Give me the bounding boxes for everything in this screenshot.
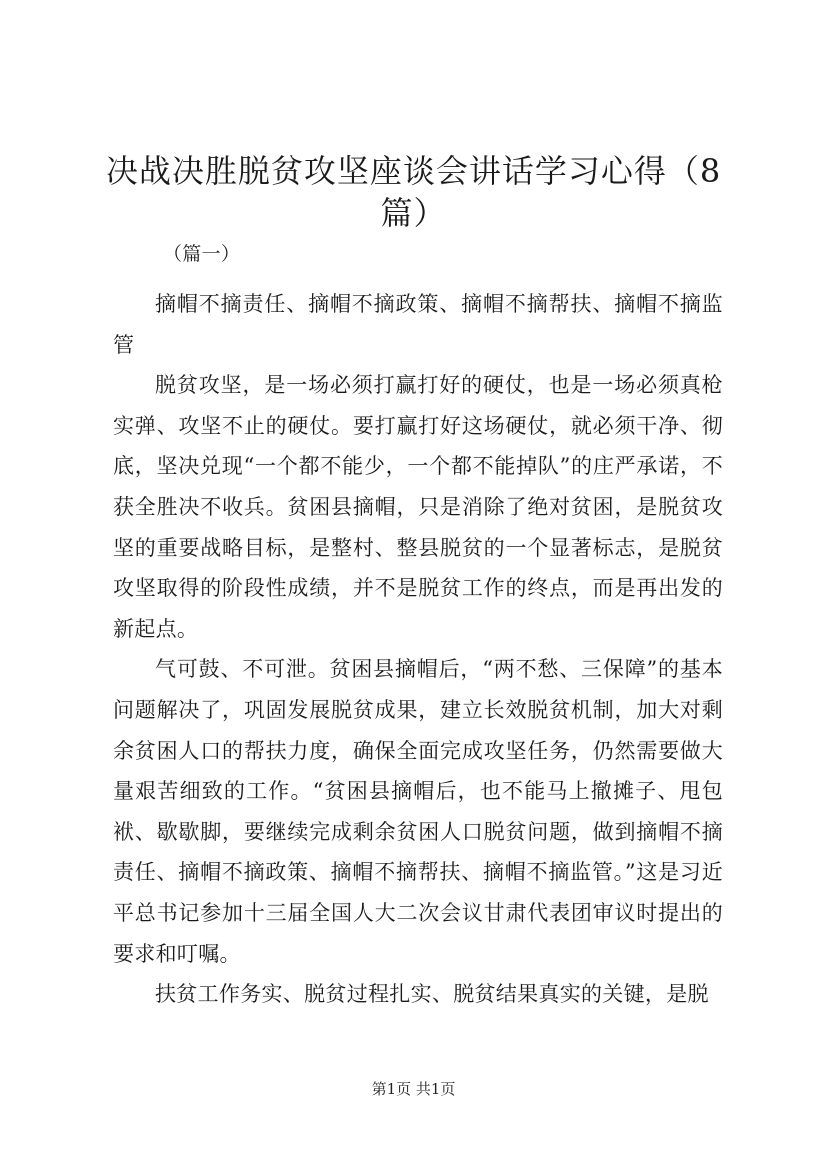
paragraph-2: 脱贫攻坚，是一场必须打赢打好的硬仗，也是一场必须真枪实弹、攻坚不止的硬仗。要打赢打好这场硬仗，就必须干净、彻底，坚决兑现“一个都不能少，一个都不能掉队”的庄严承诺，不获全胜决不收兵。贫困县摘帽，只是消除了绝对贫困，是脱贫攻坚的重要战略目标，是整村、整县脱贫的一个显著标志，是脱贫攻坚取得的阶段性成绩，并不是脱贫工作的终点，而是再出发的新起点。: [113, 373, 723, 641]
paragraph-4: 扶贫工作务实、脱贫过程扎实、脱贫结果真实的关键，是脱: [155, 982, 709, 1007]
title-line-2: 篇）: [380, 194, 447, 232]
document-title: [100, 150, 727, 234]
section-label: （篇一）: [163, 243, 241, 265]
paragraph-3: 气可鼓、不可泄。贫困县摘帽后，“两不愁、三保障”的基本问题解决了，巩固发展脱贫成果，建立长效脱贫机制，加大对剩余贫困人口的帮扶力度，确保全面完成攻坚任务，仍然需要做大量艰苦细致的工作。“贫困县摘帽后，也不能马上撤摊子、甩包袱、歇歇脚，要继续完成剩余贫困人口脱贫问题，做到摘帽不摘责任、摘帽不摘政策、摘帽不摘帮扶、摘帽不摘监管。”这是习近平总书记参加十三届全国人大二次会议甘肃代表团审议时提出的要求和叮嘱。: [113, 657, 723, 966]
title-line-1: 决战决胜脱贫攻坚座谈会讲话学习心得（8: [105, 152, 722, 190]
document-body: [113, 240, 723, 1015]
paragraph-1: 摘帽不摘责任、摘帽不摘政策、摘帽不摘帮扶、摘帽不摘监管: [113, 292, 723, 357]
page-footer: 第1页 共1页: [371, 1080, 456, 1098]
